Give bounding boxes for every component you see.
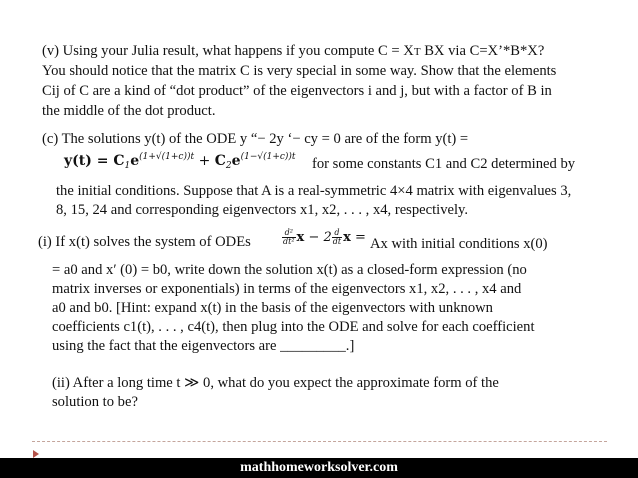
formula-exponent-1: (1+√(1+c))t xyxy=(139,152,195,162)
footer-website: mathhomeworksolver.com xyxy=(240,460,398,475)
formula-plus: + xyxy=(194,153,215,169)
part-c-line-3: the initial conditions. Suppose that A is a real-symmetric 4×4 matrix with eigenvalues 3, xyxy=(56,183,572,199)
ode-equation xyxy=(282,229,366,246)
formula-c1: C xyxy=(113,153,125,169)
part-i-line-2: = a0 and x′ (0) = b0, write down the solution x(t) as a closed-form expression (no xyxy=(52,262,527,278)
bullet-arrow-icon xyxy=(33,450,39,458)
part-v-line-1 xyxy=(42,42,544,63)
part-c-line-4: 8, 15, 24 and corresponding eigenvectors x1, x2, . . . , x4, respectively. xyxy=(56,202,469,218)
part-c-line-2: for some constants C1 and C2 determined by xyxy=(312,156,576,172)
part-i-line-3: matrix inverses or exponentials) in terms of the eigenvectors x1, x2, . . . , x4 and xyxy=(52,281,522,297)
part-i-line-6: using the fact that the eigenvectors are _________.] xyxy=(52,338,355,354)
part-i-line-1-tail: Ax with initial conditions x(0) xyxy=(370,236,548,252)
ode-x2: x xyxy=(343,230,351,245)
d2-denominator: dt² xyxy=(283,237,295,246)
part-v-line-2: You should notice that the matrix C is very special in some way. Show that the elements xyxy=(42,63,557,79)
part-ii-line-2: solution to be? xyxy=(52,394,138,410)
footer-bar xyxy=(0,458,638,478)
formula-lhs: y(t) = xyxy=(64,153,114,169)
formula-e1: e xyxy=(130,153,140,169)
part-i-line-5: coefficients c1(t), . . . , c4(t), then plug into the ODE and solve for each coefficient xyxy=(52,319,535,335)
first-derivative-fraction xyxy=(332,229,342,246)
d-denominator: dt xyxy=(332,237,342,246)
part-v-line-4: the middle of the dot product. xyxy=(42,103,216,119)
formula-e2: e xyxy=(231,153,241,169)
formula-exponent-2: (1−√(1+c))t xyxy=(240,152,296,162)
solution-formula xyxy=(64,152,296,171)
ode-x1: x xyxy=(296,230,305,245)
part-v-line-3: Cij of C are a kind of “dot product” of the eigenvectors i and j, but with a factor of B in xyxy=(42,83,552,99)
d2-numerator: d² xyxy=(282,229,296,238)
part-i-line-1-text: (i) If x(t) solves the system of ODEs xyxy=(38,234,251,250)
dashed-divider xyxy=(32,441,607,442)
formula-c2-subscript: 2 xyxy=(225,161,232,171)
transpose-marker: T xyxy=(413,46,421,58)
part-v-line-1-tail: BX via C=X’*B*X? xyxy=(420,43,545,59)
ode-equals: = xyxy=(350,230,366,245)
formula-c1-subscript: 1 xyxy=(124,161,131,171)
ode-minus-2: − 2 xyxy=(304,230,332,245)
d-numerator: d xyxy=(332,229,342,238)
part-i-line-4: a0 and b0. [Hint: expand x(t) in the basis of the eigenvectors with unknown xyxy=(52,300,493,316)
part-c-line-1: (c) The solutions y(t) of the ODE y “− 2y ‘− cy = 0 are of the form y(t) = xyxy=(42,131,469,147)
part-v-line-1-text: (v) Using your Julia result, what happens if you compute C = X xyxy=(42,43,414,59)
second-derivative-fraction xyxy=(282,229,296,246)
part-ii-line-1: (ii) After a long time t ≫ 0, what do you expect the approximate form of the xyxy=(52,375,499,391)
formula-c2: C xyxy=(214,153,226,169)
